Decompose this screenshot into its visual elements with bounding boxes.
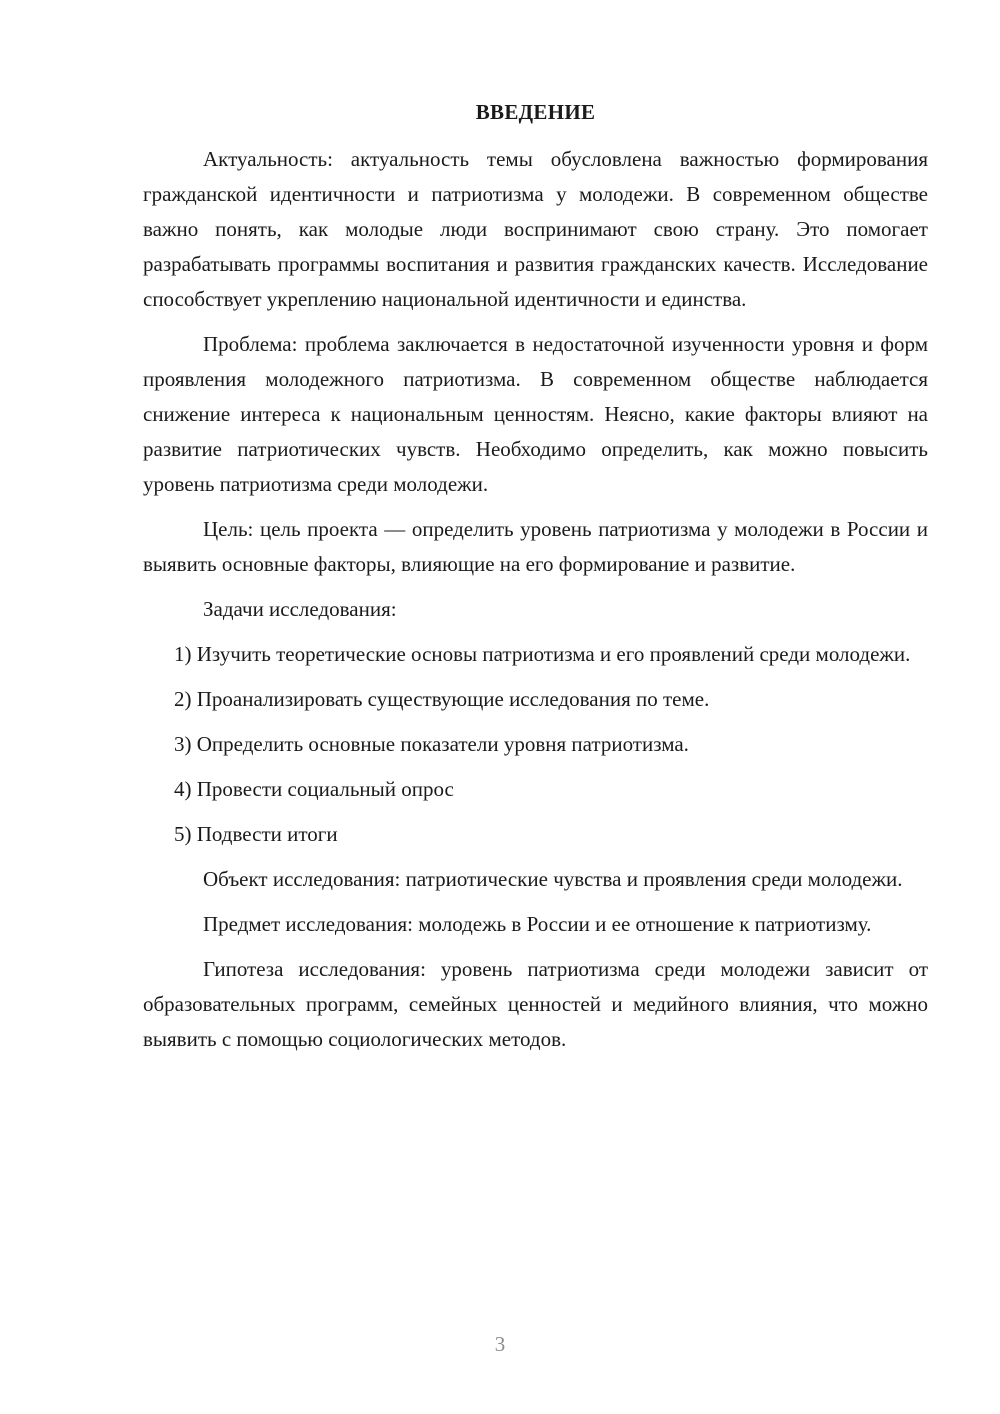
- hypothesis-paragraph: Гипотеза исследования: уровень патриотизма среди молодежи зависит от образовательных программ, семейных ценностей и медийного влияния, что можно выявить с помощью социологических методов.: [143, 957, 928, 1051]
- tasks-heading: Задачи исследования:: [203, 597, 397, 621]
- object-paragraph: Объект исследования: патриотические чувства и проявления среди молодежи.: [203, 867, 903, 891]
- task-item-2: 2) Проанализировать существующие исследования по теме.: [174, 687, 710, 711]
- task-item-5: 5) Подвести итоги: [174, 822, 338, 846]
- task-item-4: 4) Провести социальный опрос: [174, 777, 454, 801]
- page-title: ВВЕДЕНИЕ: [475, 100, 596, 124]
- problem-paragraph: Проблема: проблема заключается в недостаточной изученности уровня и форм проявления молодежного патриотизма. В современном обществе наблюдается снижение интереса к национальным ценностям. Неясно, какие факторы влияют на развитие патриотических чувств. Необходимо определить, как можно повысить уровень патриотизма среди молодежи.: [143, 332, 928, 496]
- page-number: 3: [494, 1332, 506, 1356]
- task-item-1: 1) Изучить теоретические основы патриотизма и его проявлений среди молодежи.: [174, 642, 911, 666]
- document-page: [143, 95, 928, 1067]
- goal-paragraph: Цель: цель проекта — определить уровень патриотизма у молодежи в России и выявить основные факторы, влияющие на его формирование и развитие.: [143, 517, 928, 576]
- relevance-paragraph: Актуальность: актуальность темы обусловлена важностью формирования гражданской идентичности и патриотизма у молодежи. В современном обществе важно понять, как молодые люди воспринимают свою страну. Это помогает разрабатывать программы воспитания и развития гражданских качеств. Исследование способствует укреплению национальной идентичности и единства.: [143, 147, 928, 311]
- subject-paragraph: Предмет исследования: молодежь в России и ее отношение к патриотизму.: [203, 912, 872, 936]
- task-item-3: 3) Определить основные показатели уровня патриотизма.: [174, 732, 689, 756]
